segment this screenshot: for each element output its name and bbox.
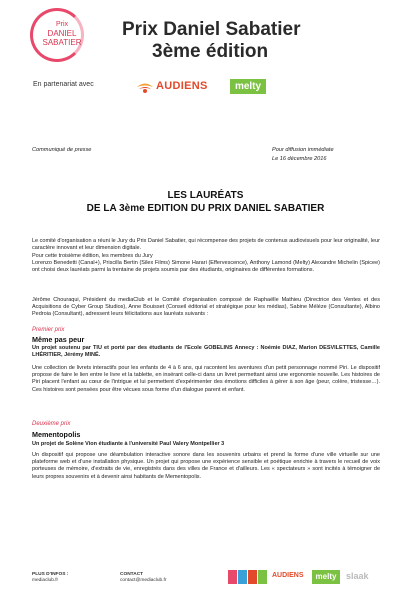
footer-melty-logo: melty xyxy=(312,570,340,584)
footer-logo-block-1 xyxy=(228,570,237,584)
prize2-title: Mementopolis xyxy=(32,430,81,439)
footer-audiens-logo: AUDIENS xyxy=(272,572,304,579)
jury-members: Lorenzo Benedetti (Canal+), Priscilla Bertin (Silex Films) Simone Harari (Effervescence), Anthony Lamond (Melty) Alexandre Michelin (Spicee) ont choisi deux lauréats parmi la trentaine de projets soumis par des étudiants, originaires de différentes formations. xyxy=(32,260,380,274)
logo-line-3: SABATIER xyxy=(42,38,82,47)
footer-contact-detail[interactable]: contact@mediaclub.fr xyxy=(120,578,167,583)
prix-logo xyxy=(38,20,86,47)
communique-label: Communiqué de presse xyxy=(32,147,92,153)
diffusion-label: Pour diffusion immédiate xyxy=(272,147,334,153)
footer-contact: CONTACT xyxy=(120,572,144,577)
partner-text: En partenariat avec xyxy=(33,81,94,88)
prize1-description: Une collection de livrets interactifs pour les enfants de 4 à 6 ans, qui racontent les aventures d'un petit personnage nommé Piri. Le dispositif propose de faire le lien entre le livre et la tablette, en insérant celle-ci dans un livret permettant ainsi une ergonomie nouvelle. Les histoires de Piri placent l'enfant au cœur de l'intrigue et lui permettent d'expérimenter des émotions difficiles à gérer à son âge (peur, colère, tristesse…). Ces histoires sont pensées pour être vécues sous forme d'un dialogue parent et enfant. xyxy=(32,365,380,393)
footer-logo-block-2 xyxy=(238,570,247,584)
prize2-description: Un dispositif qui propose une déambulation interactive sonore dans les souvenirs urbains et prend la forme d'une ville virtuelle sur une plateforme web et d'une installation physique. Un projet qui propose une expérience sensible et poétique enrichie à travers le recueil de voix porteuses de mémoire, d'extraits de vie, enregistrés dans des villes de France et d'ailleurs. Les « spectateurs » sont incités à témoigner de leurs propres souvenirs et à devenir ainsi habitants de Mementopolis. xyxy=(32,452,380,480)
prize1-label: Premier prix xyxy=(32,327,65,333)
footer-plus-infos: PLUS D'INFOS : xyxy=(32,572,69,577)
date-label: Le 16 décembre 2016 xyxy=(272,156,327,162)
headline-line-2: DE LA 3ème EDITION DU PRIX DANIEL SABATIER xyxy=(86,203,325,214)
intro-paragraph: Le comité d'organisation a réuni le Jury du Prix Daniel Sabatier, qui récompense des projets de contenus audiovisuels pour leur originalité, leur caractère innovant et leur dimension digitale. xyxy=(32,238,380,252)
footer-slaak-logo: slaak xyxy=(346,571,369,581)
prize1-team: Un projet soutenu par TIU et porté par des étudiants de l'Ecole GOBELINS Annecy : Noémie DIAZ, Marion DESVILETTES, Camille LHÉRITIER, Jérémy MINÉ. xyxy=(32,345,380,359)
footer-plus-infos-detail[interactable]: mediaclub.fr xyxy=(32,578,59,583)
audiens-logo-icon xyxy=(135,80,155,94)
jury-intro: Pour cette troisième édition, les membres du Jury xyxy=(32,253,153,259)
footer-logo-block-3 xyxy=(248,570,257,584)
page-subtitle: 3ème édition xyxy=(152,41,269,62)
prize1-title: Même pas peur xyxy=(32,335,85,344)
page-title: Prix Daniel Sabatier xyxy=(122,19,301,40)
footer-logo-block-4 xyxy=(258,570,267,584)
headline-line-1: LES LAURÉATS xyxy=(167,190,244,201)
audiens-logo-text: AUDIENS xyxy=(156,80,208,92)
logo-line-2: DANIEL xyxy=(47,29,77,38)
committee-paragraph: Jérôme Chouraqui, Président du mediaClub et le Comité d'organisation composé de Raphaëlle Mathieu (Directrice des Ventes et des Acquisitions de Cyber Group Studios), Anne Bouisset (Conseil éditorial et stratégique pour les médias), Sabine Méléze (Consultante), Albino Pedroia (Consultant), adressent leurs félicitations aux lauréats suivants : xyxy=(32,297,380,318)
prize2-team: Un projet de Solène Vion étudiante à l'université Paul Valery Montpellier 3 xyxy=(32,441,225,447)
prize2-label: Deuxième prix xyxy=(32,421,71,427)
melty-logo: melty xyxy=(230,79,266,94)
logo-line-1: Prix xyxy=(55,21,69,28)
